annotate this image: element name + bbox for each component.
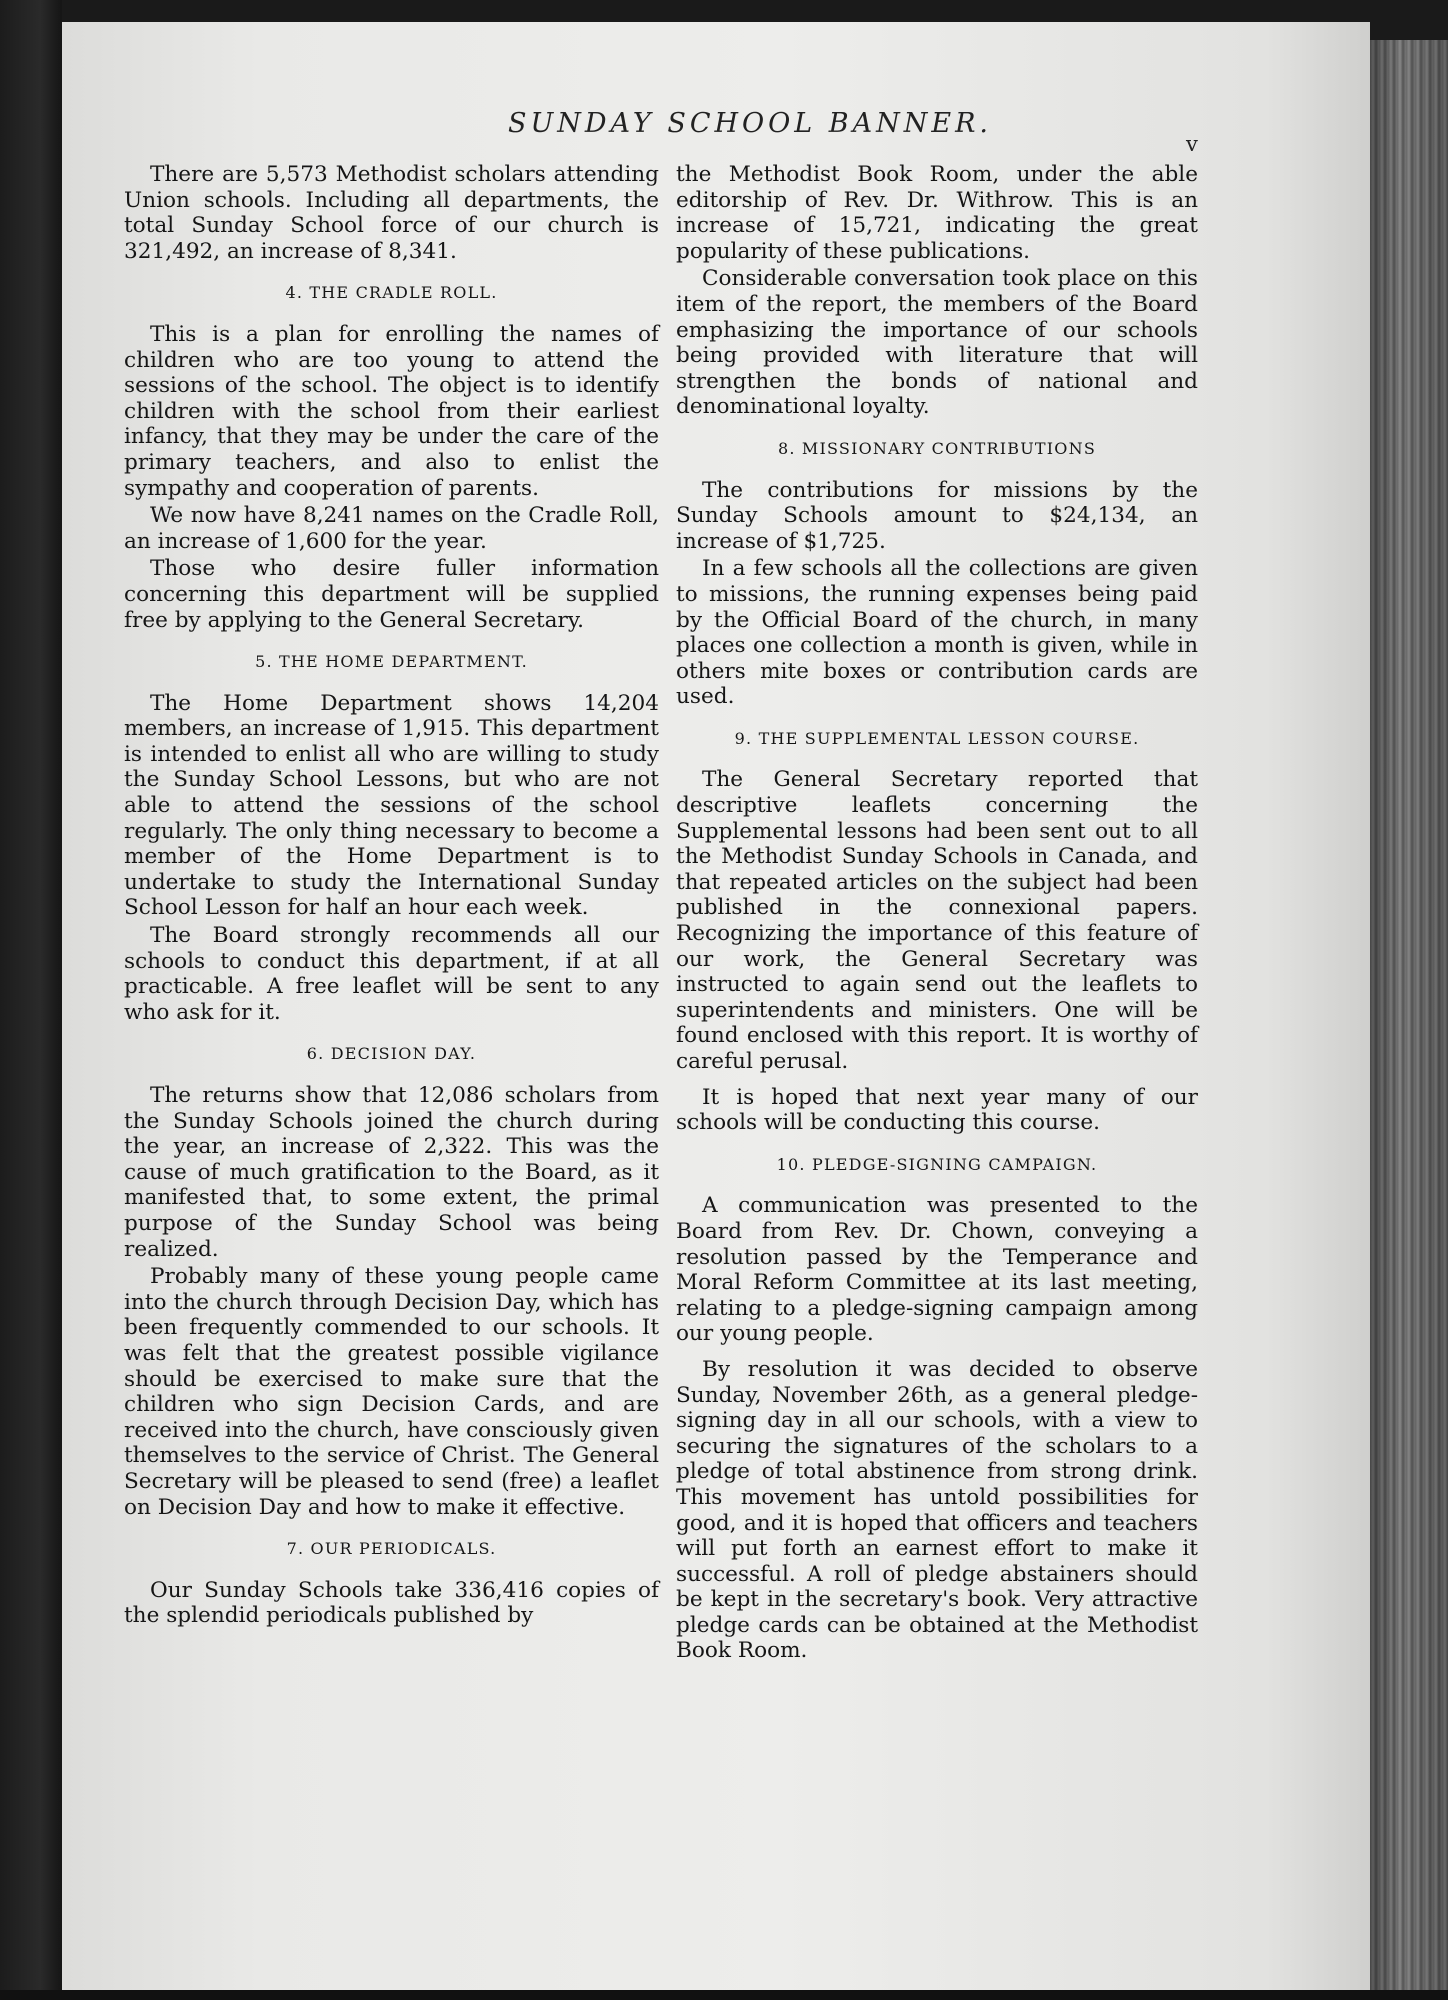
left-column — [124, 162, 659, 1629]
paragraph: Those who desire fuller information concerning this department will be supplied free by applying to the General Secretary. — [124, 556, 659, 633]
book-left-edge — [0, 0, 62, 2000]
paragraph: This is a plan for enrolling the names of children who are too young to attend the sessions of the school. The object is to identify children with the school from their earliest infancy, that they may be under the care of the primary teachers, and also to enlist the sympathy and cooperation of parents. — [124, 321, 659, 501]
spacer — [676, 1075, 1198, 1085]
book-binding-shadow — [1370, 40, 1448, 2000]
section-heading-home-department: 5. THE HOME DEPARTMENT. — [255, 652, 528, 672]
paragraph: We now have 8,241 names on the Cradle Roll, an increase of 1,600 for the year. — [124, 503, 659, 554]
paragraph: The returns show that 12,086 scholars from the Sunday Schools joined the church during the year, an increase of 2,322. This was the cause of much gratification to the Board, as it manifested that, to some extent, the primal purpose of the Sunday School was being realized. — [124, 1083, 659, 1262]
bottom-shadow — [0, 1990, 1448, 2000]
section-heading-periodicals: 7. OUR PERIODICALS. — [286, 1539, 497, 1559]
section-heading-pledge-signing-campaign: 10. PLEDGE-SIGNING CAMPAIGN. — [776, 1154, 1098, 1174]
right-column — [676, 162, 1198, 1664]
section-heading-supplemental-lesson-course: 9. THE SUPPLEMENTAL LESSON COURSE. — [734, 728, 1140, 748]
paragraph: By resolution it was decided to observe Sunday, November 26th, as a general pledge-signing day in all our schools, with a view to securing the signatures of the scholars to a pledge of total abstinence from strong drink. This movement has untold possibilities for good, and it is hoped that officers and teachers will put forth an earnest effort to make it successful. A roll of pledge abstainers should be kept in the secretary's book. Very attractive pledge cards can be obtained at the Methodist Book Room. — [676, 1356, 1198, 1664]
paragraph: the Methodist Book Room, under the able editorship of Rev. Dr. Withrow. This is an increase of 15,721, indicating the great popularity of these publications. — [676, 162, 1198, 264]
section-heading-cradle-roll: 4. THE CRADLE ROLL. — [285, 283, 498, 303]
running-head: SUNDAY SCHOOL BANNER. — [507, 108, 993, 139]
section-heading-missionary-contributions: 8. MISSIONARY CONTRIBUTIONS — [777, 438, 1096, 458]
paragraph: The Board strongly recommends all our schools to conduct this department, if at all practicable. A free leaflet will be sent to any who ask for it. — [124, 923, 659, 1025]
paragraph: Our Sunday Schools take 336,416 copies of the splendid periodicals published by — [124, 1577, 659, 1629]
paragraph: There are 5,573 Methodist scholars attending Union schools. Including all departments, the total Sunday School force of our church is 321,492, an increase of 8,341. — [124, 162, 659, 264]
page-number: v — [1186, 132, 1198, 156]
paragraph: A communication was presented to the Board from Rev. Dr. Chown, conveying a resolution passed by the Temperance and Moral Reform Committee at its last meeting, relating to a pledge-signing campaign among our young people. — [676, 1193, 1198, 1347]
paragraph: It is hoped that next year many of our schools will be conducting this course. — [676, 1084, 1198, 1136]
paragraph: Probably many of these young people came into the church through Decision Day, which has been frequently commended to our schools. It was felt that the greatest possible vigilance should be exercised to make sure that the children who sign Decision Cards, and are received into the church, have consciously given themselves to the service of Christ. The General Secretary will be pleased to send (free) a leaflet on Decision Day and how to make it effective. — [124, 1264, 659, 1520]
paragraph: Considerable conversation took place on this item of the report, the members of the Board emphasizing the importance of our schools being provided with literature that will strengthen the bonds of national and denominational loyalty. — [676, 266, 1198, 420]
spacer — [676, 1347, 1198, 1357]
section-heading-decision-day: 6. DECISION DAY. — [306, 1044, 477, 1064]
paragraph: The General Secretary reported that descriptive leaflets concerning the Supplemental lessons had been sent out to all the Methodist Sunday Schools in Canada, and that repeated articles on the subject had been published in the connexional papers. Recognizing the importance of this feature of our work, the General Secretary was instructed to again send out the leaflets to superintendents and ministers. One will be found enclosed with this report. It is worthy of careful perusal. — [676, 767, 1198, 1074]
paragraph: The contributions for missions by the Sunday Schools amount to $24,134, an increase of $1,725. — [676, 477, 1198, 554]
paragraph: In a few schools all the collections are given to missions, the running expenses being paid by the Official Board of the church, in many places one collection a month is given, while in others mite boxes or contribution cards are used. — [676, 556, 1198, 710]
paragraph: The Home Department shows 14,204 members, an increase of 1,915. This department is intended to enlist all who are willing to study the Sunday School Lessons, but who are not able to attend the sessions of the school regularly. The only thing necessary to become a member of the Home Department is to undertake to study the International Sunday School Lesson for half an hour each week. — [124, 690, 659, 921]
